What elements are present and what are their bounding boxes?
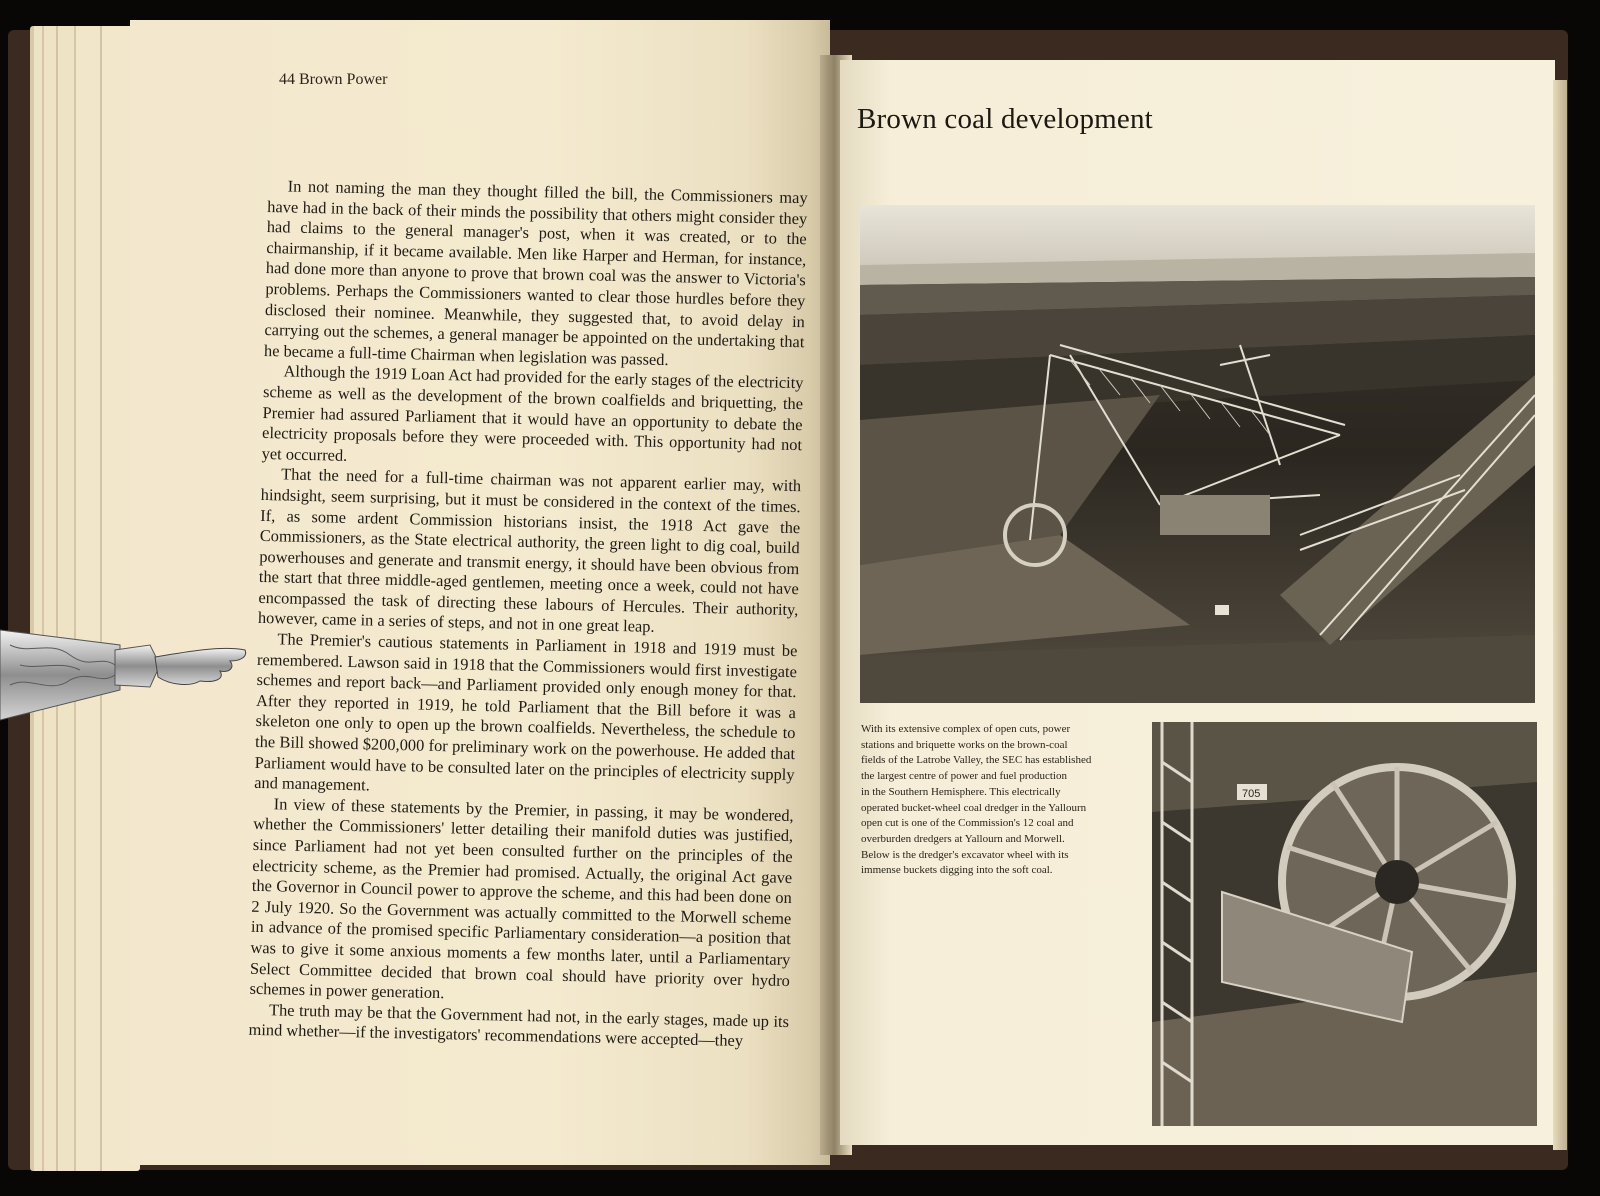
photo-open-cut — [860, 205, 1535, 703]
paragraph-5: In view of these statements by the Premier, in passing, it may be wondered, whether the Commissioners' letter detailing their manifold duties was justified, since Parliament had not yet been consulted further on the principles of the electricity scheme, as the Premier had promised. Actually, the original Act gave the Governor in Council power to approve the scheme, and this had been done on 2 July 1920. So the Government was actually committed to the Morwell scheme in advance of the promised specific Parliamentary consideration—a position that was to give it some anxious moments a few months later, until a Parliamentary Select Committee decided that brown coal should have priority over hydro schemes in power generation. — [249, 794, 794, 1003]
caption-line: open cut is one of the Commission's 12 coal and — [861, 817, 1074, 830]
caption-line: overburden dredgers at Yallourn and Morwell. — [861, 832, 1065, 845]
paragraph-3: That the need for a full-time chairman was not apparent earlier may, with hindsight, seem surprising, but it must be considered in the context of the times. If, as some ardent Commission historians insist, the 1918 Act gave the Commissioners, as the State electrical authority, the green light to dig coal, build powerhouses and generate and transmit energy, it should have been obvious from the start that three middle-aged gentlemen, meeting once a week, could not have encompassed the task of directing these labours of Hercules. Their authority, however, came in a series of steps, and not in one great leap. — [257, 464, 802, 637]
metal-bookmark — [0, 615, 260, 735]
page-stack-edge — [30, 26, 140, 1171]
caption-line: fields of the Latrobe Valley, the SEC has established — [861, 754, 1092, 767]
caption-line: operated bucket-wheel coal dredger in the Yallourn — [861, 801, 1087, 814]
caption-line: stations and briquette works on the brown-coal — [861, 738, 1068, 751]
page-title: Brown coal development — [857, 103, 1153, 135]
paragraph-4: The Premier's cautious statements in Parliament in 1918 and 1919 must be remembered. Lawson said in 1918 that the Commissioners would first investigate schemes and report back—and Parliament provided only enough money for that. After they reported in 1919, he told Parliament that the Bill before it was a skeleton one only to open up the brown coalfields. Nevertheless, the schedule to the Bill showed $200,000 for preliminary work on the powerhouse. He added that Parliament would have to be consulted later on the principles of electricity supply and management. — [254, 629, 798, 795]
paragraph-6: The truth may be that the Government had not, in the early stages, made up its mind whether—if the investigators' recommendations were accepted—they — [248, 999, 790, 1051]
body-text — [248, 176, 807, 1053]
paragraph-2: Although the 1919 Loan Act had provided for the early stages of the electricity scheme as well as the development of the brown coalfields and briquetting, the Premier had assured Parliament that it would have an opportunity to debate the electricity proposals before they were proceeded with. This opportunity had not yet occurred. — [261, 361, 804, 465]
right-page-edge — [1553, 80, 1567, 1150]
caption-line: immense buckets digging into the soft coal. — [861, 864, 1053, 877]
caption-line: in the Southern Hemisphere. This electrically — [861, 785, 1061, 798]
caption-line: the largest centre of power and fuel production — [861, 770, 1067, 783]
paragraph-1: In not naming the man they thought filled the bill, the Commissioners may have had in the back of their minds the possibility that others might consider they had claims to the general manager's post, when it was created, or to the chairmanship, if it became available. Men like Harper and Herman, for instance, had done more than anyone to prove that brown coal was the answer to Victoria's problems. Perhaps the Commissioners wanted to clear those hurdles before they disclosed their nominee. Meanwhile, they suggested that, to avoid delay in carrying out the schemes, a general manager be appointed on the undertaking that he became a full-time Chairman when legislation was passed. — [263, 176, 808, 369]
wheel-marking: 705 — [1242, 788, 1261, 800]
caption-line: With its extensive complex of open cuts, power — [861, 723, 1071, 735]
photo-excavator-wheel — [1152, 722, 1537, 1126]
photo-caption — [861, 722, 1146, 879]
caption-line: Below is the dredger's excavator wheel with its — [861, 848, 1069, 861]
running-header: 44 Brown Power — [279, 71, 388, 88]
